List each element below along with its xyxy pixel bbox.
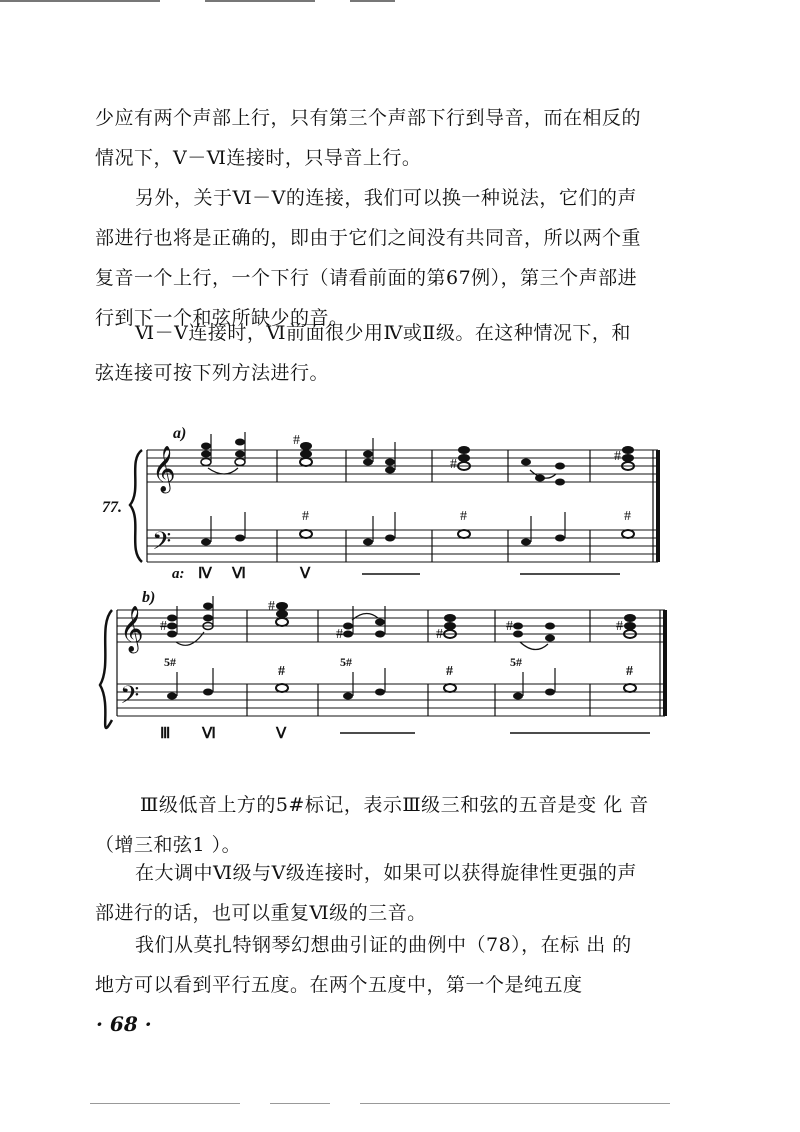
brace-b bbox=[100, 610, 112, 728]
paragraph-6 bbox=[95, 925, 695, 1005]
sharp-b-1: # bbox=[160, 619, 167, 634]
analysis-a bbox=[172, 566, 311, 582]
paragraph-3-line-1: Ⅵ－Ⅴ连接时，Ⅵ前面很少用Ⅳ或Ⅱ级。在这种情况下，和 bbox=[135, 322, 631, 344]
paragraph-2-line-3: 复音一个上行，一个下行（请看前面的第67例），第三个声部进 bbox=[95, 267, 638, 289]
bass-staff-a bbox=[147, 530, 658, 562]
bass-sharp-a-3: # bbox=[624, 509, 631, 524]
treble-clef-a: 𝄞 bbox=[152, 446, 176, 491]
roman-b-2: Ⅵ bbox=[202, 726, 216, 742]
example-number: 77. bbox=[102, 499, 122, 516]
roman-a-3: Ⅴ bbox=[300, 566, 311, 582]
treble-staff-a bbox=[147, 450, 658, 482]
figure-b-2: 5# bbox=[340, 655, 352, 669]
bass-clef-b: 𝄢 bbox=[120, 682, 140, 715]
top-rule-3 bbox=[350, 0, 395, 2]
bottom-rule-1 bbox=[90, 1103, 240, 1104]
paragraph-3 bbox=[95, 313, 695, 393]
sharp-b-3: # bbox=[336, 627, 343, 642]
paragraph-2-line-4: 行到下一个和弦所缺少的音。 bbox=[95, 307, 349, 329]
sharp-b-4: # bbox=[436, 627, 443, 642]
paragraph-5-line-1: 在大调中Ⅵ级与Ⅴ级连接时，如果可以获得旋律性更强的声 bbox=[135, 862, 637, 884]
sharp-a-3: # bbox=[614, 449, 621, 464]
paragraph-1 bbox=[95, 98, 695, 178]
figure-b-1: 5# bbox=[164, 655, 176, 669]
music-example-77 bbox=[90, 420, 690, 760]
bass-sharp-b-1: # bbox=[278, 664, 285, 679]
treble-notes-b bbox=[167, 602, 636, 642]
top-rule-1 bbox=[0, 0, 160, 2]
paragraph-1-line-1: 少应有两个声部上行，只有第三个声部下行到导音，而在相反的 bbox=[95, 107, 642, 129]
analysis-b bbox=[160, 726, 287, 742]
paragraph-6-line-1: 我们从莫扎特钢琴幻想曲引证的曲例中（78），在标 出 的 bbox=[135, 934, 632, 956]
sharp-b-2: # bbox=[268, 599, 275, 614]
bass-sharp-b-2: # bbox=[446, 664, 453, 679]
paragraph-4-line-1: Ⅲ级低音上方的5#标记，表示Ⅲ级三和弦的五音是变 化 音 bbox=[140, 794, 649, 816]
paragraph-4-line-2: （增三和弦1 ）。 bbox=[95, 834, 242, 856]
page-number: · 68 · bbox=[96, 1012, 152, 1036]
roman-b-1: Ⅲ bbox=[160, 726, 171, 742]
paragraph-6-line-2: 地方可以看到平行五度。在两个五度中，第一个是纯五度 bbox=[95, 974, 583, 996]
figure-b-3: 5# bbox=[510, 655, 522, 669]
bass-sharp-a-2: # bbox=[460, 509, 467, 524]
bass-clef-a: 𝄢 bbox=[152, 528, 172, 561]
paragraph-3-line-2: 弦连接可按下列方法进行。 bbox=[95, 362, 330, 384]
paragraph-5 bbox=[95, 853, 695, 933]
bass-sharp-a-1: # bbox=[302, 509, 309, 524]
bottom-rule-2 bbox=[270, 1103, 330, 1104]
section-a-label: a) bbox=[173, 425, 187, 442]
paragraph-1-line-2: 情况下，Ⅴ－Ⅵ连接时，只导音上行。 bbox=[95, 147, 422, 169]
bass-staff-b bbox=[117, 684, 665, 716]
treble-clef-b: 𝄞 bbox=[120, 606, 144, 651]
brace-a bbox=[130, 450, 142, 562]
bottom-rule-3 bbox=[360, 1103, 670, 1104]
roman-a-2: Ⅵ bbox=[232, 566, 246, 582]
sharp-a-1: # bbox=[293, 433, 300, 448]
roman-a-1: Ⅳ bbox=[198, 566, 212, 582]
barlines-a bbox=[147, 450, 658, 562]
paragraph-2-line-2: 部进行也将是正确的，即由于它们之间没有共同音，所以两个重 bbox=[95, 227, 642, 249]
paragraph-5-line-2: 部进行的话，也可以重复Ⅵ级的三音。 bbox=[95, 902, 427, 924]
sharp-b-5: # bbox=[506, 619, 513, 634]
roman-b-3: Ⅴ bbox=[276, 726, 287, 742]
sharp-b-6: # bbox=[616, 619, 623, 634]
top-rule-2 bbox=[205, 0, 315, 2]
paragraph-2-line-1: 另外，关于Ⅵ－Ⅴ的连接，我们可以换一种说法，它们的声 bbox=[135, 187, 637, 209]
treble-stems-a bbox=[208, 432, 556, 478]
section-b-label: b) bbox=[142, 589, 156, 606]
bass-sharp-b-3: # bbox=[626, 664, 633, 679]
treble-notes-a bbox=[201, 439, 634, 486]
key-label: a: bbox=[172, 566, 185, 582]
sharp-a-2: # bbox=[450, 457, 457, 472]
figured-bass-b bbox=[164, 655, 633, 679]
